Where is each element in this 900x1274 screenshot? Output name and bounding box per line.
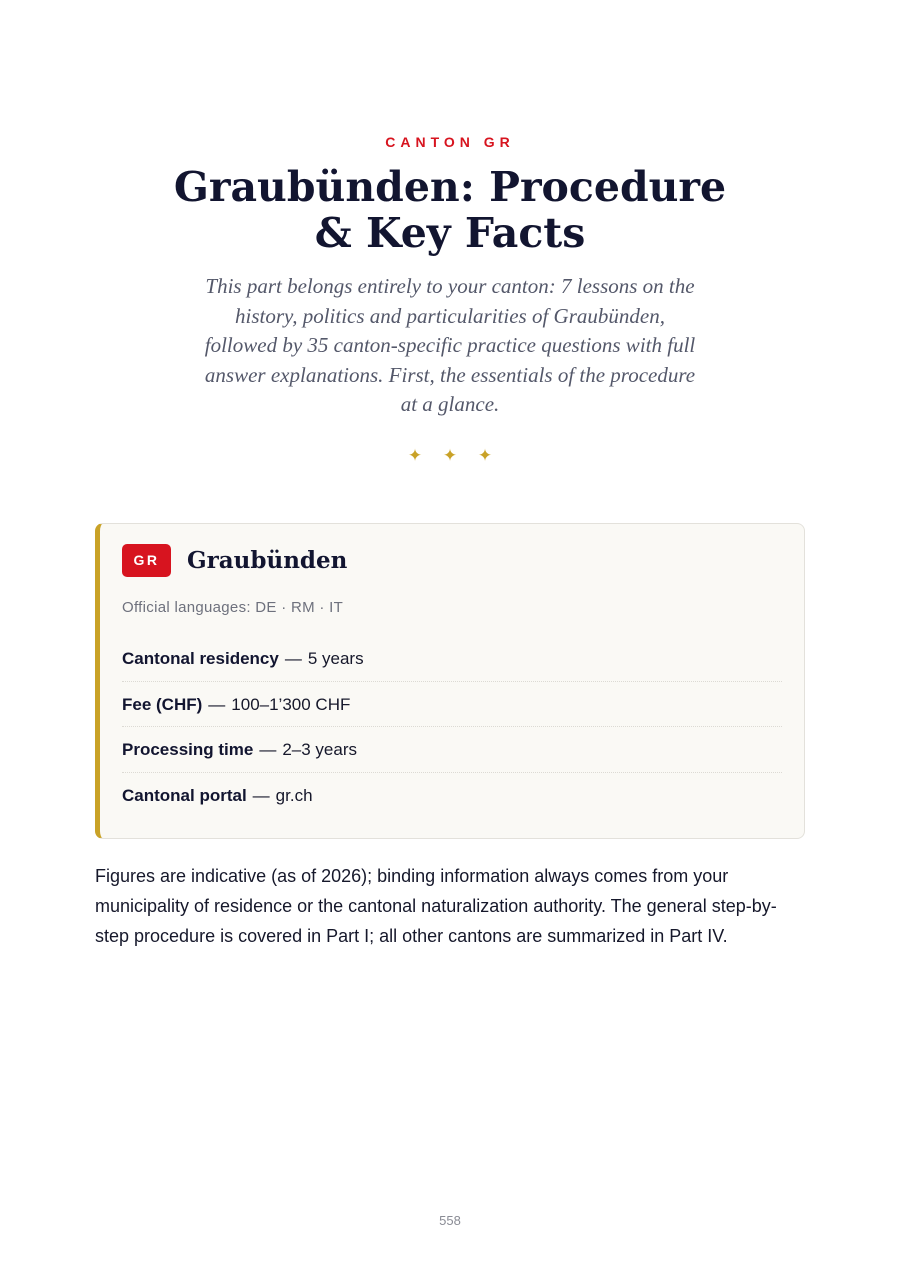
ornament-divider bbox=[0, 446, 900, 466]
fact-separator: — bbox=[259, 740, 277, 759]
page-title: Graubünden: Procedure & Key Facts bbox=[173, 163, 727, 257]
fact-value: 100–1’300 CHF bbox=[231, 694, 351, 714]
fact-value: 5 years bbox=[307, 649, 364, 668]
fact-list bbox=[122, 636, 782, 818]
fact-value: 2–3 years bbox=[282, 740, 357, 759]
fact-label: Cantonal portal bbox=[122, 785, 247, 805]
fact-row-fee bbox=[122, 682, 782, 728]
card-header bbox=[122, 544, 347, 577]
star-icon: ✦ bbox=[442, 446, 458, 465]
fact-label: Processing time bbox=[122, 740, 254, 759]
fact-label: Cantonal residency bbox=[122, 649, 279, 668]
fact-row-processing-time bbox=[122, 727, 782, 773]
disclaimer-note: Figures are indicative (as of 2026); binding information always comes from your municipality of residence or the cantonal naturalization authority. The general step-by-step procedure is covered in Part I; all other cantons are summarized in Part IV. bbox=[95, 866, 777, 946]
star-icon: ✦ bbox=[477, 446, 493, 465]
fact-separator: — bbox=[284, 649, 302, 668]
fact-value: gr.ch bbox=[275, 785, 313, 805]
section-eyebrow: CANTON GR bbox=[385, 134, 515, 150]
canton-badge: GR bbox=[122, 544, 171, 577]
canton-name: Graubünden bbox=[187, 547, 348, 574]
fact-label: Fee (CHF) bbox=[122, 694, 203, 714]
official-languages: Official languages: DE · RM · IT bbox=[122, 599, 344, 616]
intro-paragraph: This part belongs entirely to your canton: 7 lessons on the history, politics and particularities of Graubünden, followed by 35 canton-specific practice questions with full answer explanations. First, the essentials of the procedure at a glance. bbox=[204, 274, 696, 416]
fact-separator: — bbox=[252, 785, 270, 805]
fact-separator: — bbox=[208, 694, 226, 714]
star-icon: ✦ bbox=[407, 446, 423, 465]
canton-fact-card bbox=[95, 523, 805, 839]
page-number: 558 bbox=[439, 1213, 461, 1228]
fact-row-residency bbox=[122, 636, 782, 682]
fact-row-portal bbox=[122, 773, 782, 819]
